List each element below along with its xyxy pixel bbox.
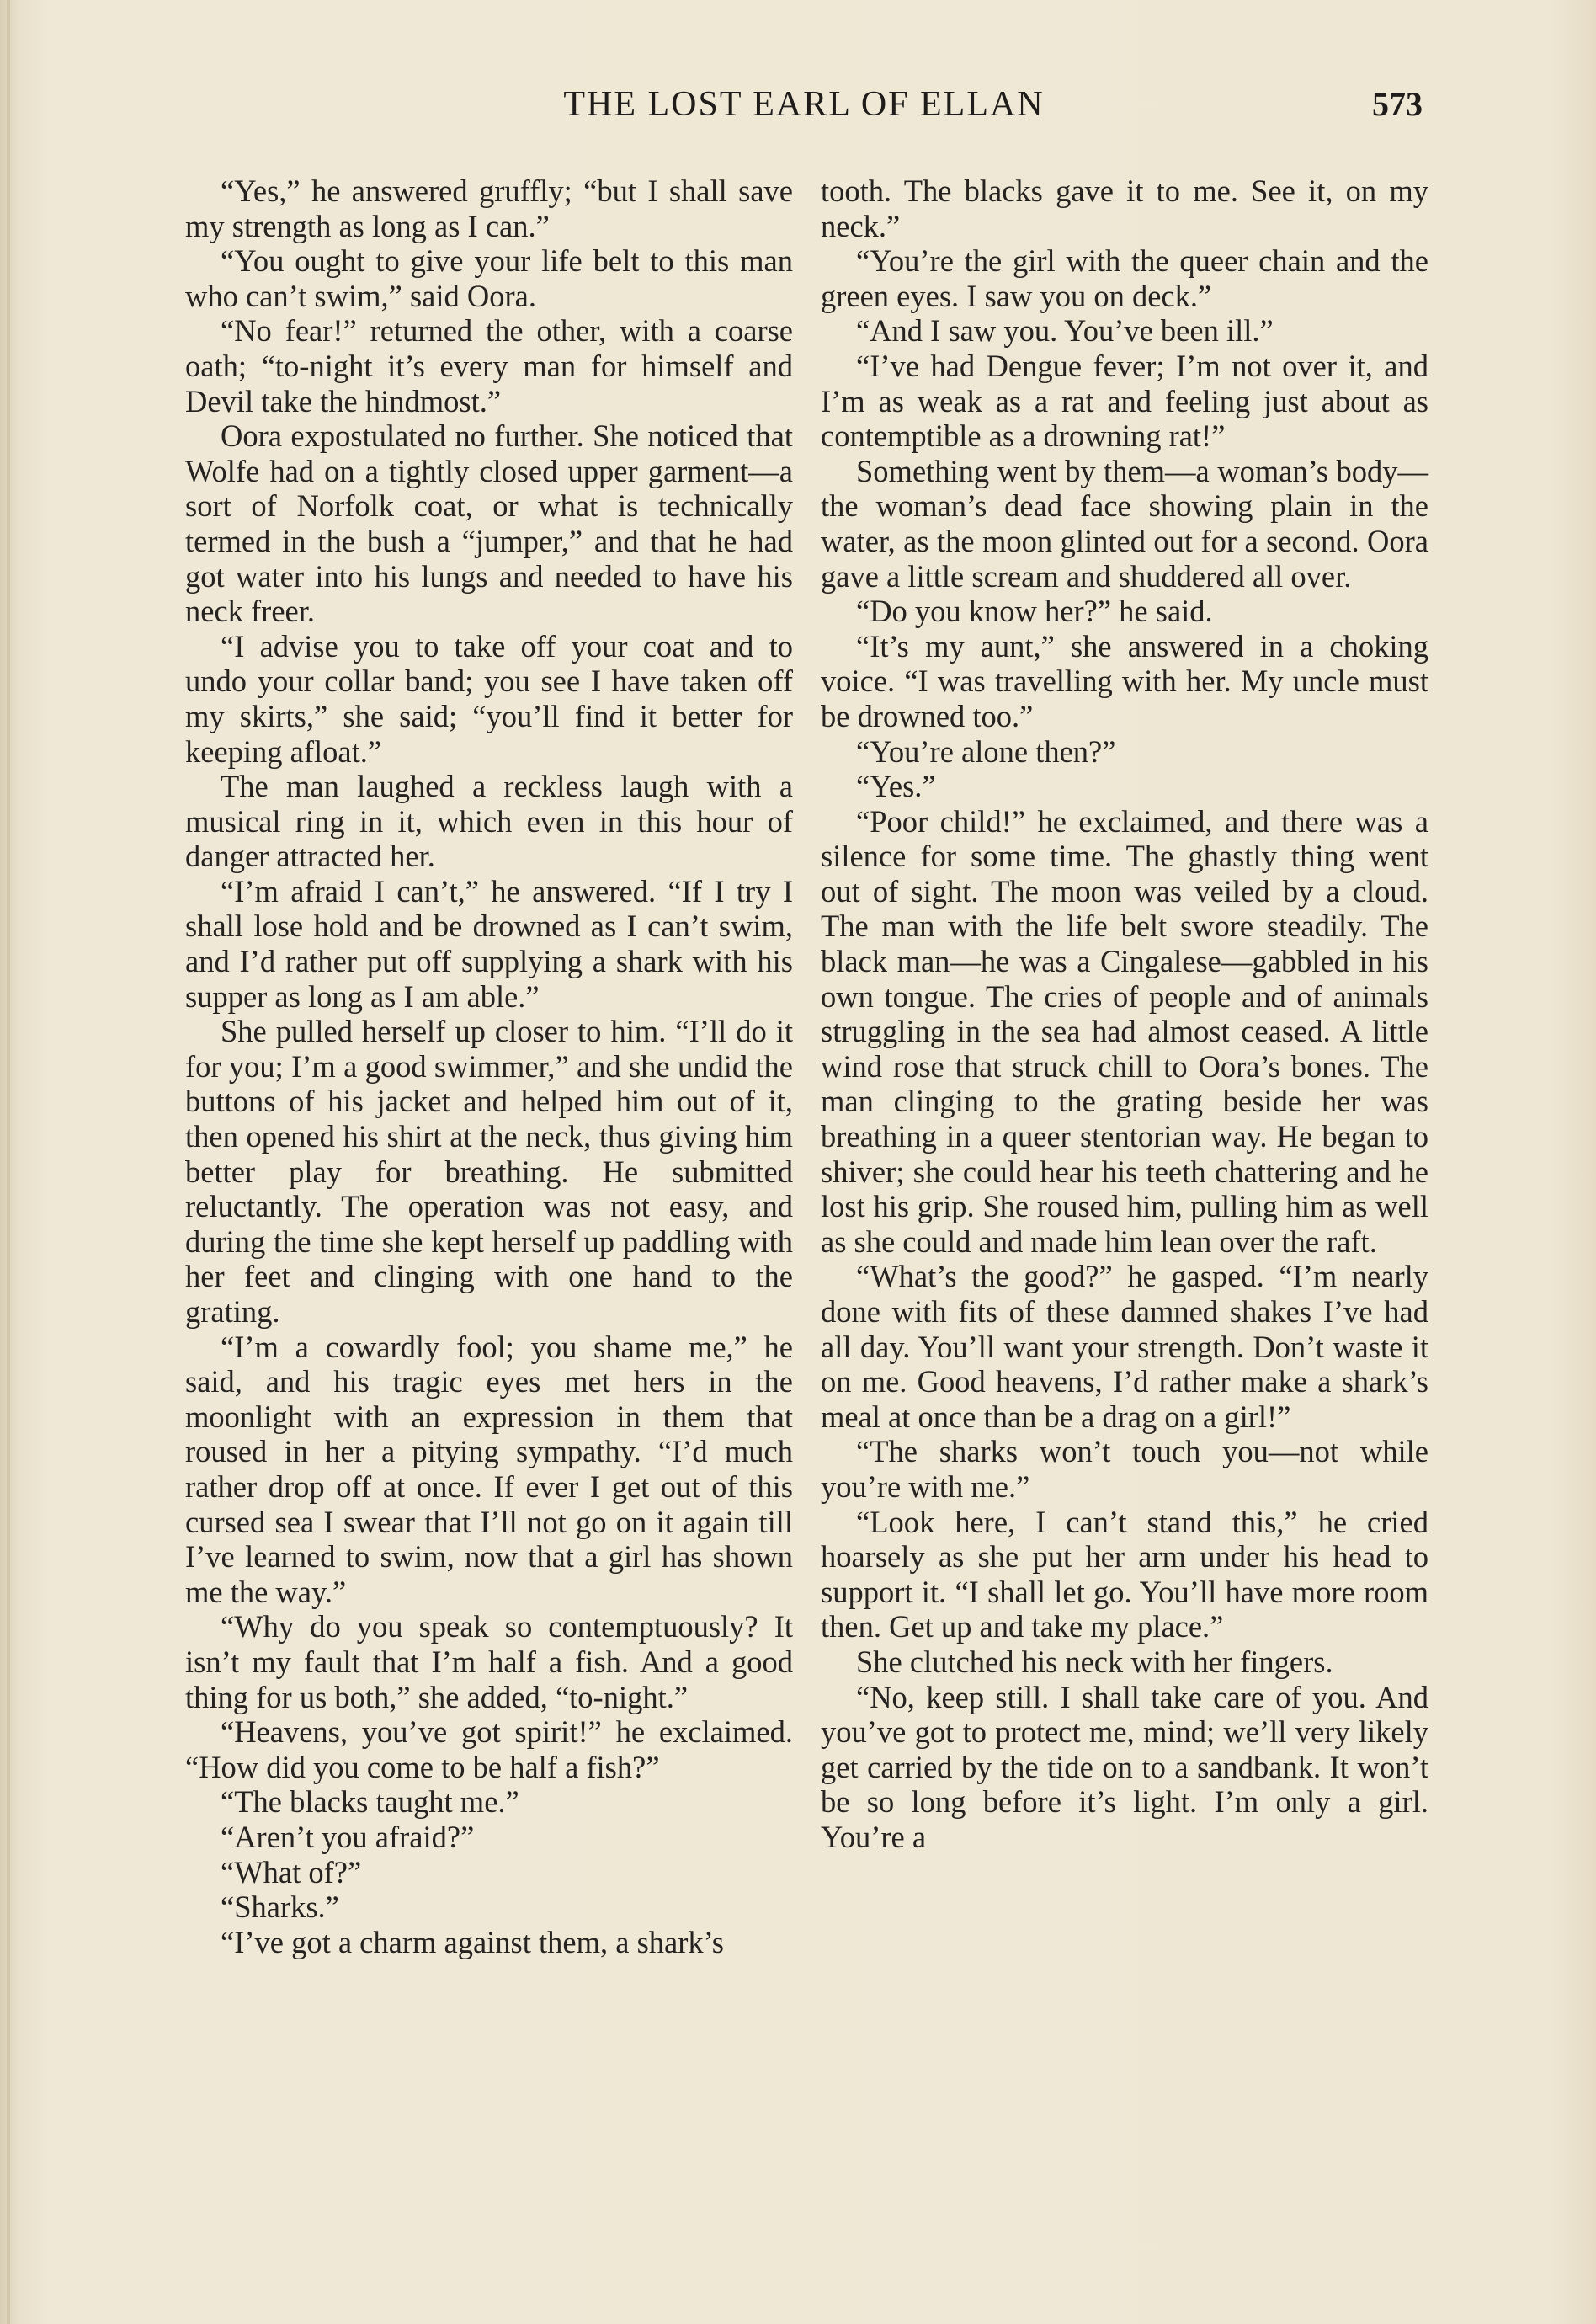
paragraph: “What of?” — [221, 1854, 362, 1890]
paragraph: “Yes.” — [856, 769, 936, 804]
paragraph: The man laughed a reckless laugh with a musical ring in it, which even in this hour of danger attracted her. — [185, 769, 793, 874]
paragraph: “It’s my aunt,” she answered in a choking voice. “I was travelling with her. My uncle must be drowned too.” — [821, 628, 1428, 733]
paragraph: “What’s the good?” he gasped. “I’m nearly done with fits of these damned shakes I’ve had all day. You’ll want your strength. Don’t waste it on me. Good heavens, I’d rather make a shark’s meal at once than be a drag on a girl!” — [821, 1259, 1428, 1434]
paragraph: “And I saw you. You’ve been ill.” — [856, 313, 1274, 349]
page-title: THE LOST EARL OF ELLAN — [563, 85, 1045, 124]
paragraph: “No fear!” returned the other, with a coarse oath; “to-night it’s every man for himself and Devil take the hindmost.” — [185, 313, 793, 418]
left-text-column — [185, 173, 793, 1959]
paragraph: “No, keep still. I shall take care of you. And you’ve got to protect me, mind; we’ll very likely get carried by the tide on to a sandbank. It won’t be so long before it’s light. I’m only a girl. You’re a — [821, 1679, 1428, 1854]
paragraph: “You’re alone then?” — [856, 733, 1116, 769]
paragraph: “I’ve got a charm against them, a shark’s — [221, 1924, 724, 1959]
paragraph: “The blacks taught me.” — [221, 1784, 519, 1820]
paragraph: “Heavens, you’ve got spirit!” he exclaimed. “How did you come to be half a fish?” — [185, 1714, 793, 1784]
paragraph-continued: tooth. The blacks gave it to me. See it, on my neck.” — [821, 173, 1428, 243]
paragraph: “I advise you to take off your coat and to undo your collar band; you see I have taken off my skirts,” she said; “you’ll find it better for keeping afloat.” — [185, 628, 793, 769]
paragraph: “Yes,” he answered gruffly; “but I shall save my strength as long as I can.” — [185, 173, 793, 243]
page-number: 573 — [1372, 85, 1423, 123]
paragraph: “Sharks.” — [221, 1890, 339, 1925]
running-head — [185, 84, 1423, 143]
paragraph: “You ought to give your life belt to this man who can’t swim,” said Oora. — [185, 243, 793, 313]
paragraph: “Do you know her?” he said. — [856, 594, 1213, 629]
paragraph: “Why do you speak so contemptuously? It isn’t my fault that I’m half a fish. And a good thing for us both,” she added, “to-night.” — [185, 1609, 793, 1714]
page-spine-edge — [7, 0, 10, 2324]
paragraph: She clutched his neck with her fingers. — [856, 1644, 1333, 1679]
paragraph: “Aren’t you afraid?” — [221, 1819, 475, 1854]
paragraph: “I’m a cowardly fool; you shame me,” he said, and his tragic eyes met hers in the moonlight with an expression in them that roused in her a pitying sympathy. “I’d much rather drop off at once. If ever I get out of this cursed sea I swear that I’ll not go on it again till I’ve learned to swim, now that a girl has shown me the way.” — [185, 1329, 793, 1609]
paragraph: “You’re the girl with the queer chain and the green eyes. I saw you on deck.” — [821, 243, 1428, 313]
paragraph: “I’m afraid I can’t,” he answered. “If I try I shall lose hold and be drowned as I can’t swim, and I’d rather put off supplying a shark with his supper as long as I am able.” — [185, 873, 793, 1014]
paragraph: “Look here, I can’t stand this,” he cried hoarsely as she put her arm under his head to support it. “I shall let go. You’ll have more room then. Get up and take my place.” — [821, 1504, 1428, 1644]
paragraph: “I’ve had Dengue fever; I’m not over it, and I’m as weak as a rat and feeling just about as contemptible as a drowning rat!” — [821, 348, 1428, 454]
paragraph: “Poor child!” he exclaimed, and there was a silence for some time. The ghastly thing went out of sight. The moon was veiled by a cloud. The man with the life belt swore steadily. The black man—he was a Cingalese—gabbled in his own tongue. The cries of people and of animals struggling in the sea had almost ceased. A little wind rose that struck chill to Oora’s bones. The man clinging to the grating beside her was breathing in a queer stentorian way. He began to shiver; she could hear his teeth chattering and he lost his grip. She roused him, pulling him as well as she could and made him lean over the raft. — [821, 803, 1428, 1259]
paragraph: Oora expostulated no further. She noticed that Wolfe had on a tightly closed upper garment—a sort of Norfolk coat, or what is technically termed in the bush a “jumper,” and that he had got water into his lungs and needed to have his neck freer. — [185, 418, 793, 629]
right-text-column — [821, 173, 1428, 1855]
paragraph: “The sharks won’t touch you—not while you’re with me.” — [821, 1434, 1428, 1504]
paragraph: Something went by them—a woman’s body—the woman’s dead face showing plain in the water, as the moon glinted out for a second. Oora gave a little scream and shuddered all over. — [821, 453, 1428, 594]
paragraph: She pulled herself up closer to him. “I’ll do it for you; I’m a good swimmer,” and she undid the buttons of his jacket and helped him out of it, then opened his shirt at the neck, thus giving him better play for breathing. He submitted reluctantly. The operation was not easy, and during the time she kept herself up paddling with her feet and clinging with one hand to the grating. — [185, 1014, 793, 1329]
